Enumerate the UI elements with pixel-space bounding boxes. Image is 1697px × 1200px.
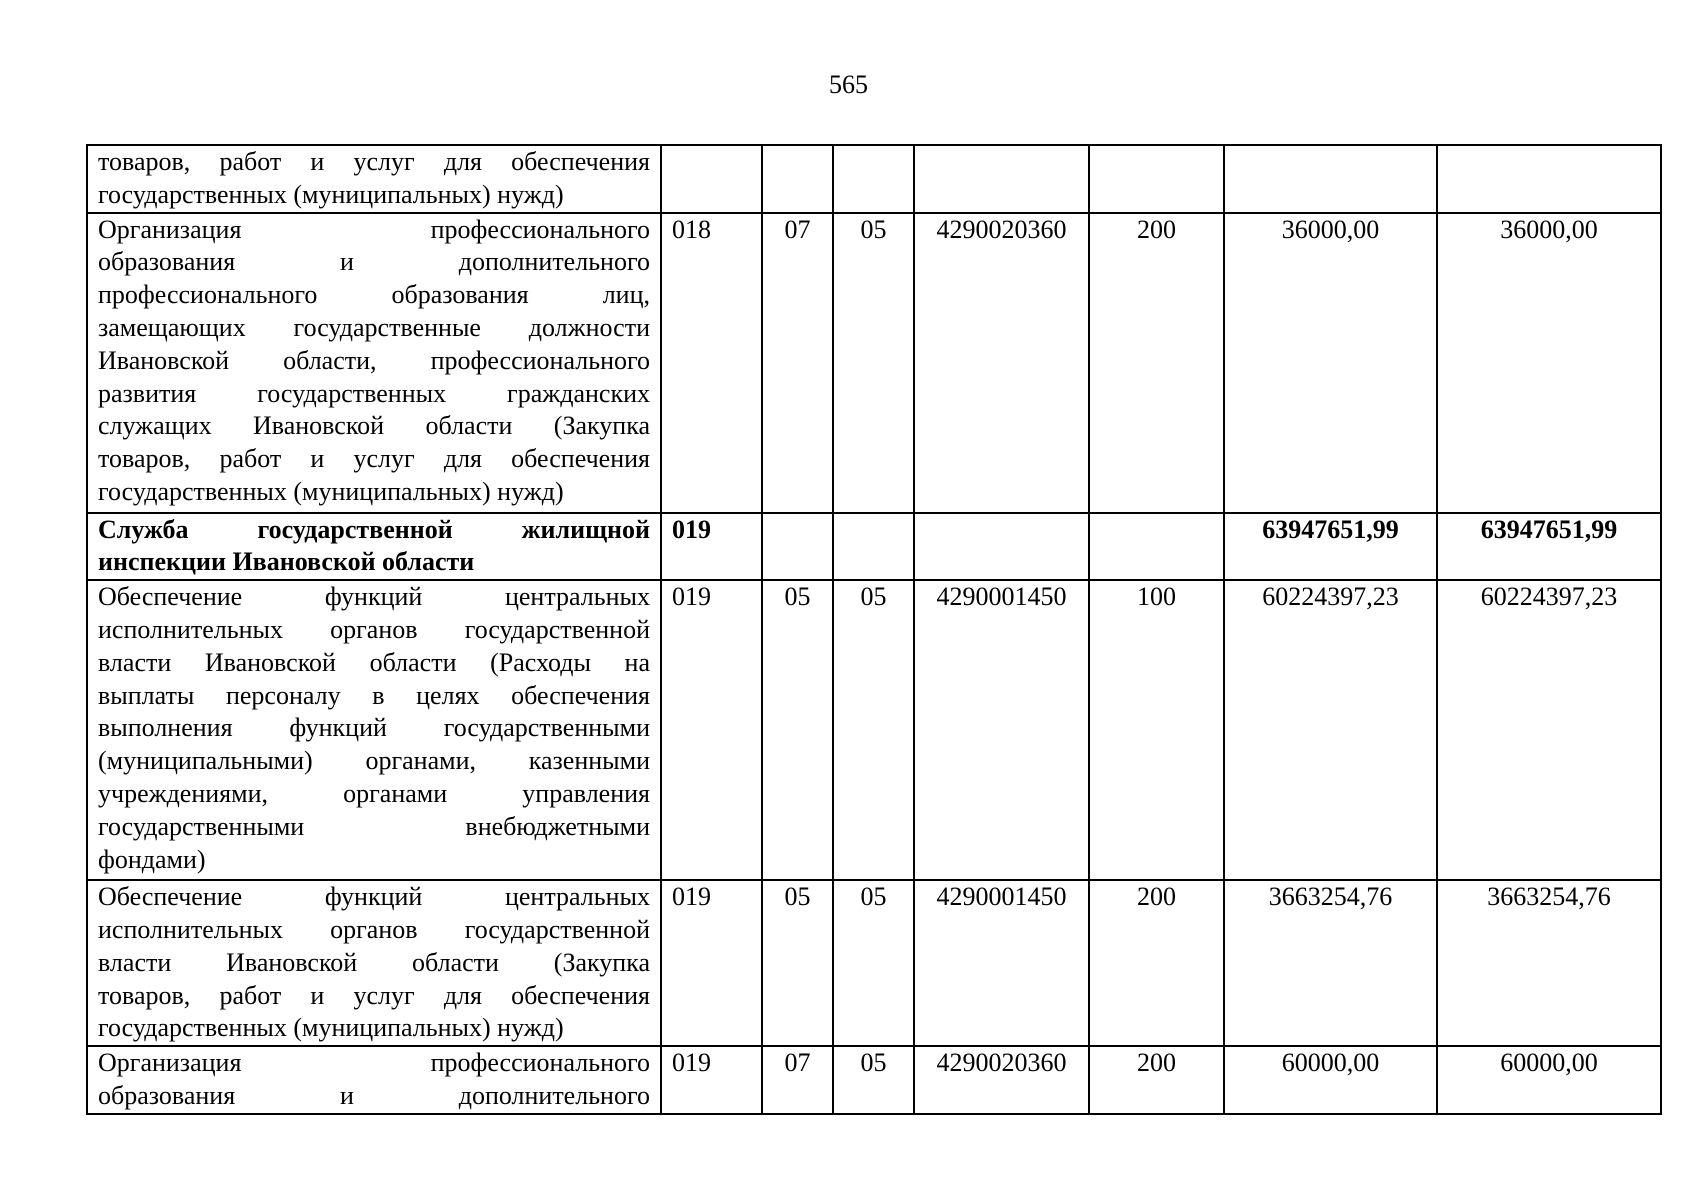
expense-type-cell: [1089, 145, 1224, 213]
description-line: (муниципальными) органами, казенными: [98, 746, 650, 776]
description-cell: [87, 580, 661, 880]
subsection-cell: [833, 513, 914, 581]
description-line: товаров, работ и услуг для обеспечения: [98, 980, 650, 1010]
amount-1-cell: 60000,00: [1224, 1046, 1437, 1114]
budget-table: [86, 144, 1662, 1115]
description-line: Служба государственной жилищной: [98, 514, 650, 544]
description-cell: [87, 1046, 661, 1114]
table-row: [87, 513, 1661, 581]
description-line: профессионального образования лиц,: [98, 280, 650, 310]
description-line: выполнения функций государственными: [98, 713, 650, 743]
amount-2-cell: 63947651,99: [1437, 513, 1661, 581]
page-number: 565: [829, 70, 868, 99]
subsection-cell: 05: [833, 880, 914, 1046]
amount-2-cell: [1437, 145, 1661, 213]
description-line: власти Ивановской области (Расходы на: [98, 647, 650, 677]
description-cell: [87, 880, 661, 1046]
description-cell: [87, 213, 661, 513]
amount-1-cell: 3663254,76: [1224, 880, 1437, 1046]
description-line: товаров, работ и услуг для обеспечения: [98, 444, 650, 474]
expense-type-cell: 100: [1089, 580, 1224, 880]
description-line: фондами): [98, 844, 206, 874]
expense-type-cell: [1089, 513, 1224, 581]
description-cell: [87, 145, 661, 213]
description-line: Обеспечение функций центральных: [98, 582, 650, 612]
amount-1-cell: 63947651,99: [1224, 513, 1437, 581]
description-line: Организация профессионального: [98, 1048, 650, 1078]
subsection-cell: 05: [833, 580, 914, 880]
description-line: государственными внебюджетными: [98, 811, 650, 841]
description-line: власти Ивановской области (Закупка: [98, 947, 650, 977]
amount-2-cell: 60224397,23: [1437, 580, 1661, 880]
description-line: образования и дополнительного: [98, 247, 650, 277]
target-article-cell: [914, 145, 1089, 213]
description-line: замещающих государственные должности: [98, 312, 650, 342]
description-line: выплаты персоналу в целях обеспечения: [98, 680, 650, 710]
description-line: исполнительных органов государственной: [98, 614, 650, 644]
section-cell: [762, 145, 833, 213]
description-line: Обеспечение функций центральных: [98, 882, 650, 912]
subsection-cell: [833, 145, 914, 213]
expense-type-cell: 200: [1089, 880, 1224, 1046]
amount-2-cell: 3663254,76: [1437, 880, 1661, 1046]
description-line: государственных (муниципальных) нужд): [98, 476, 564, 506]
table-row: [87, 580, 1661, 880]
target-article-cell: [914, 513, 1089, 581]
description-line: государственных (муниципальных) нужд): [98, 179, 564, 209]
section-cell: 07: [762, 1046, 833, 1114]
amount-1-cell: 60224397,23: [1224, 580, 1437, 880]
description-line: государственных (муниципальных) нужд): [98, 1013, 564, 1043]
description-line: служащих Ивановской области (Закупка: [98, 411, 650, 441]
amount-2-cell: 36000,00: [1437, 213, 1661, 513]
ministry-cell: 018: [661, 213, 762, 513]
amount-1-cell: [1224, 145, 1437, 213]
section-cell: 05: [762, 580, 833, 880]
target-article-cell: 4290020360: [914, 213, 1089, 513]
description-line: образования и дополнительного: [98, 1080, 650, 1110]
amount-2-cell: 60000,00: [1437, 1046, 1661, 1114]
ministry-cell: 019: [661, 513, 762, 581]
description-line: Ивановской области, профессионального: [98, 345, 650, 375]
table-row: [87, 880, 1661, 1046]
description-line: исполнительных органов государственной: [98, 914, 650, 944]
ministry-cell: 019: [661, 880, 762, 1046]
ministry-cell: 019: [661, 580, 762, 880]
section-cell: [762, 513, 833, 581]
description-line: учреждениями, органами управления: [98, 778, 650, 808]
subsection-cell: 05: [833, 1046, 914, 1114]
expense-type-cell: 200: [1089, 1046, 1224, 1114]
expense-type-cell: 200: [1089, 213, 1224, 513]
ministry-cell: [661, 145, 762, 213]
description-cell: [87, 513, 661, 581]
table-row: [87, 1046, 1661, 1114]
subsection-cell: 05: [833, 213, 914, 513]
amount-1-cell: 36000,00: [1224, 213, 1437, 513]
table-row: [87, 213, 1661, 513]
budget-table-body: [87, 145, 1661, 1114]
description-line: Организация профессионального: [98, 214, 650, 244]
ministry-cell: 019: [661, 1046, 762, 1114]
section-cell: 07: [762, 213, 833, 513]
target-article-cell: 4290020360: [914, 1046, 1089, 1114]
section-cell: 05: [762, 880, 833, 1046]
target-article-cell: 4290001450: [914, 880, 1089, 1046]
table-row: [87, 145, 1661, 213]
description-line: инспекции Ивановской области: [98, 547, 475, 577]
target-article-cell: 4290001450: [914, 580, 1089, 880]
description-line: товаров, работ и услуг для обеспечения: [98, 147, 650, 176]
description-line: развития государственных гражданских: [98, 378, 650, 408]
